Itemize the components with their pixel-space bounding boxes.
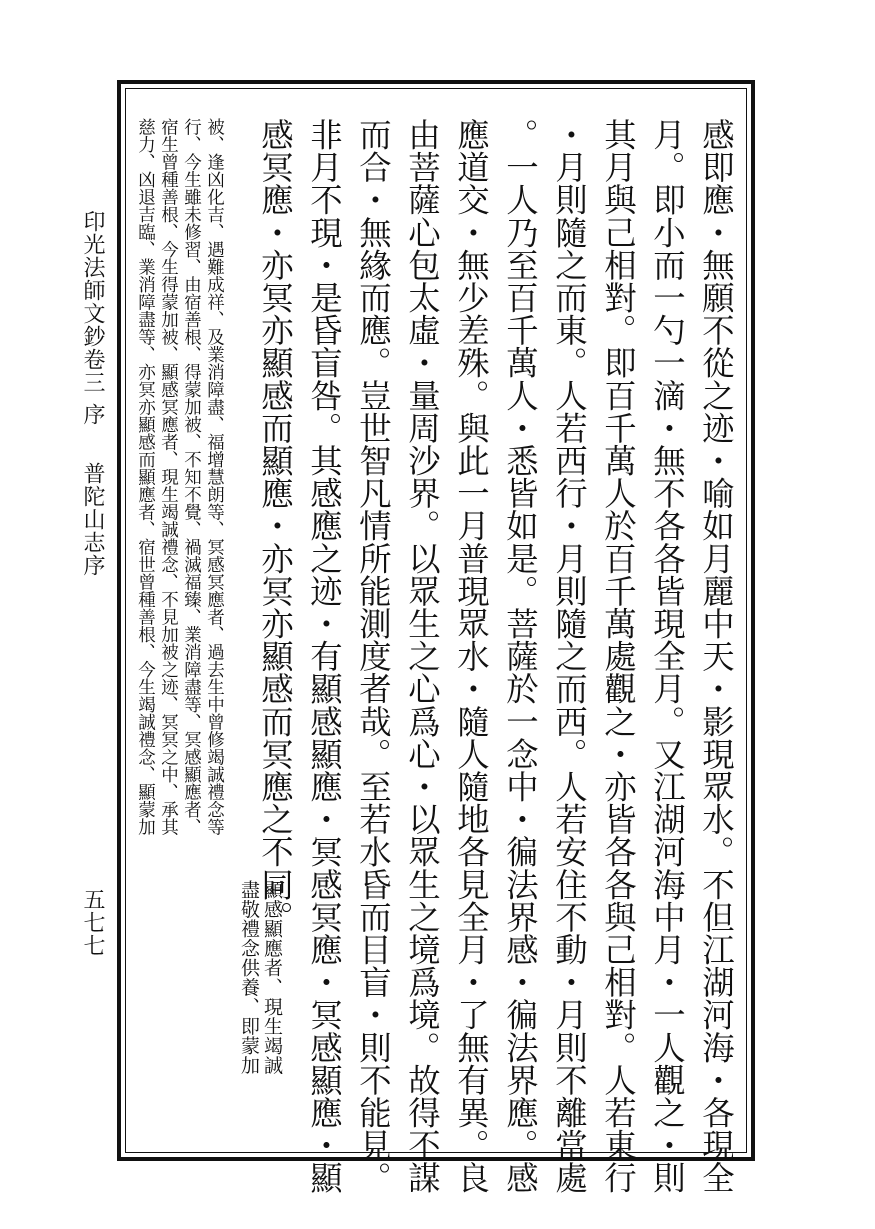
page-number: 五七七 — [80, 888, 105, 957]
note-column: 行、今生雖未修習、由宿善根、得蒙加被、不知不覺、禍滅福臻、業消障盡等、冥感顯應者、 — [181, 118, 202, 836]
note-column: 被、逢凶化吉、遇難成祥、及業消障盡、福增慧朗等、冥感冥應者、過去生中曾修竭誠禮念等 — [204, 118, 225, 836]
section-label: 序 — [80, 403, 105, 426]
text-column: 月。即小而一勺一滴・無不各各皆現全月。又江湖河海中月・一人觀之・則 — [648, 118, 687, 1194]
text-column: 而合・無緣而應。豈世智凡情所能測度者哉。至若水昏而目盲・則不能見。 — [354, 118, 393, 1194]
text-column: 感即應・無願不從之迹・喻如月麗中天・影現眾水。不但江湖河海・各現全 — [697, 118, 736, 1194]
text-column: 其月與己相對。即百千萬人於百千萬處觀之・亦皆各各與己相對。人若東行 — [599, 118, 638, 1194]
text-column: 。一人乃至百千萬人・悉皆如是。菩薩於一念中・徧法界感・徧法界應。感 — [501, 118, 540, 1194]
text-column: 感冥應・亦冥亦顯感而顯應・亦冥亦顯感而冥應之不同。 — [256, 118, 295, 933]
note-column: 盡敬禮念供養、即蒙加 — [238, 880, 260, 1075]
book-title: 印光法師文鈔卷三 — [80, 210, 105, 394]
text-column: 應道交・無少差殊。與此一月普現眾水・隨人隨地各見全月・了無有異。良 — [452, 118, 491, 1194]
article-title: 普陀山志序 — [80, 462, 105, 577]
text-column: 非月不現・是昏盲咎。其感應之迹・有顯感顯應・冥感冥應・冥感顯應・顯 — [305, 118, 344, 1194]
note-column: 顯感顯應者、現生竭誠 — [261, 880, 283, 1075]
note-column: 宿生曾種善根、今生得蒙加被、顯感冥應者、現生竭誠禮念、不見加被之迹、冥冥之中、承其 — [158, 118, 179, 836]
text-column: 由菩薩心包太虛・量周沙界。以眾生之心爲心・以眾生之境爲境。故得不謀 — [403, 118, 442, 1194]
note-column: 慈力、凶退吉臨、業消障盡等、亦冥亦顯感而顯應者、宿世曾種善根、今生竭誠禮念、顯蒙加 — [135, 118, 156, 836]
text-column: ・月則隨之而東。人若西行・月則隨之而西。人若安住不動・月則不離當處 — [550, 118, 589, 1194]
